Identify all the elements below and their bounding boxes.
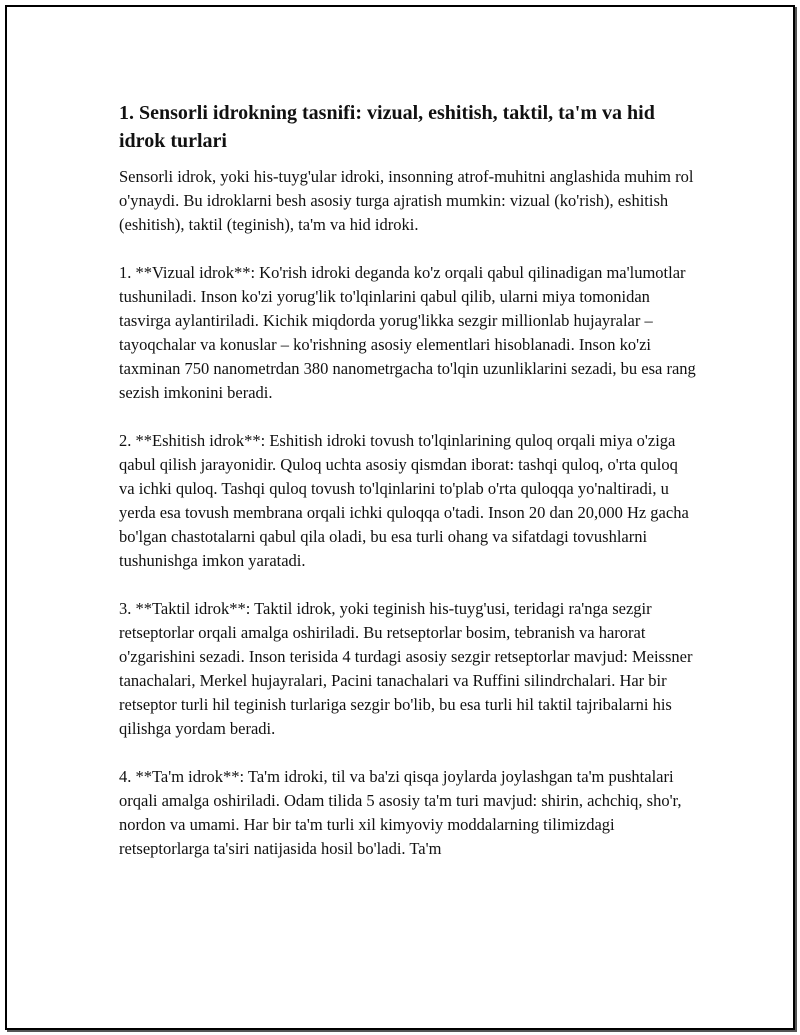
document-page xyxy=(5,5,795,1030)
document-content xyxy=(119,99,697,885)
paragraph-tactile-perception: 3. **Taktil idrok**: Taktil idrok, yoki teginish his-tuyg'usi, teridagi ra'nga sezgir retseptorlar orqali amalga oshiriladi. Bu retseptorlar bosim, tebranish va harorat o'zgarishini sezadi. Inson terisida 4 turdagi asosiy sezgir retseptorlar mavjud: Meissner tanachalari, Merkel hujayralari, Pacini tanachalari va Ruffini silindrchalari. Har bir retseptor turli hil teginish turlariga sezgir bo'lib, bu esa turli hil taktil tajribalarni his qilishga yordam beradi. xyxy=(119,599,693,738)
paragraph-taste-perception: 4. **Ta'm idrok**: Ta'm idroki, til va ba'zi qisqa joylarda joylashgan ta'm pushtalari orqali amalga oshiriladi. Odam tilida 5 asosiy ta'm turi mavjud: shirin, achchiq, sho'r, nordon va umami. Har bir ta'm turli xil kimyoviy moddalarning tilimizdagi retseptorlarga ta'siri natijasida hosil bo'ladi. Ta'm xyxy=(119,767,682,858)
paragraph-auditory-perception: 2. **Eshitish idrok**: Eshitish idroki tovush to'lqinlarining quloq orqali miya o'ziga qabul qilish jarayonidir. Quloq uchta asosiy qismdan iborat: tashqi quloq, o'rta quloq va ichki quloq. Tashqi quloq tovush to'lqinlarini to'plab o'rta quloqqa yo'naltiradi, u yerda esa tovush membrana orqali ichki quloqqa o'tadi. Inson 20 dan 20,000 Hz gacha bo'lgan chastotalarni qabul qila oladi, bu esa turli ohang va sifatdagi tovushlarni tushunishga imkon yaratadi. xyxy=(119,431,689,570)
paragraph-intro: Sensorli idrok, yoki his-tuyg'ular idroki, insonning atrof-muhitni anglashida muhim rol o'ynaydi. Bu idroklarni besh asosiy turga ajratish mumkin: vizual (ko'rish), eshitish (eshitish), taktil (teginish), ta'm va hid idroki. xyxy=(119,167,694,234)
paragraph-visual-perception: 1. **Vizual idrok**: Ko'rish idroki deganda ko'z orqali qabul qilinadigan ma'lumotlar tushuniladi. Inson ko'zi yorug'lik to'lqinlarini qabul qilib, ularni miya tomonidan tasvirga aylantiriladi. Kichik miqdorda yorug'likka sezgir millionlab hujayralar – tayoqchalar va konuslar – ko'rishning asosiy elementlari hisoblanadi. Inson ko'zi taxminan 750 nanometrdan 380 nanometrgacha to'lqin uzunliklarini sezadi, bu esa rang sezish imkonini beradi. xyxy=(119,263,696,402)
section-heading: 1. Sensorli idrokning tasnifi: vizual, eshitish, taktil, ta'm va hid idrok turlari xyxy=(119,102,655,152)
